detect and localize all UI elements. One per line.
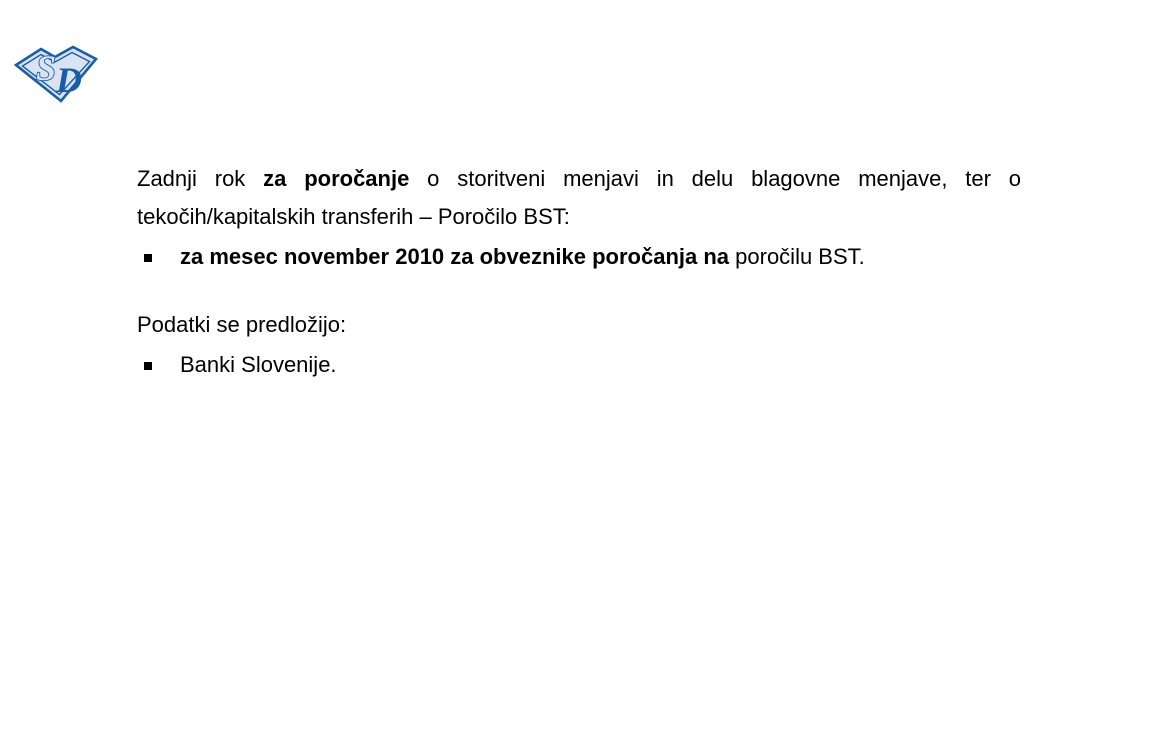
deadline-bold-text: za mesec november 2010 za obveznike poročanja na <box>180 244 730 269</box>
square-bullet-icon <box>144 362 152 370</box>
intro-line1-bold: za poročanje <box>263 166 410 191</box>
list-item-deadline <box>137 238 1021 276</box>
intro-line-1 <box>137 160 1021 198</box>
sd-diamond-logo-graphic <box>14 45 99 103</box>
intro-line1-pre: Zadnji rok <box>137 166 264 191</box>
logo-letter-d: D <box>56 60 82 100</box>
logo-letter-s: S <box>35 48 57 88</box>
intro-line-2: tekočih/kapitalskih transferih – Poročilo BST: <box>137 204 570 229</box>
list-item-deadline-text <box>180 238 1021 276</box>
square-bullet-icon <box>144 254 152 262</box>
sd-diamond-logo <box>14 45 99 103</box>
list-item-recipient-text: Banki Slovenije. <box>180 352 337 377</box>
deadline-regular-text: poročilu BST. <box>729 244 865 269</box>
subheading: Podatki se predložijo: <box>137 312 347 337</box>
intro-paragraph <box>137 160 1021 236</box>
list-item-recipient <box>137 346 1021 384</box>
intro-line1-rest: o storitveni menjavi in delu blagovne menjave, ter o <box>409 166 1022 191</box>
